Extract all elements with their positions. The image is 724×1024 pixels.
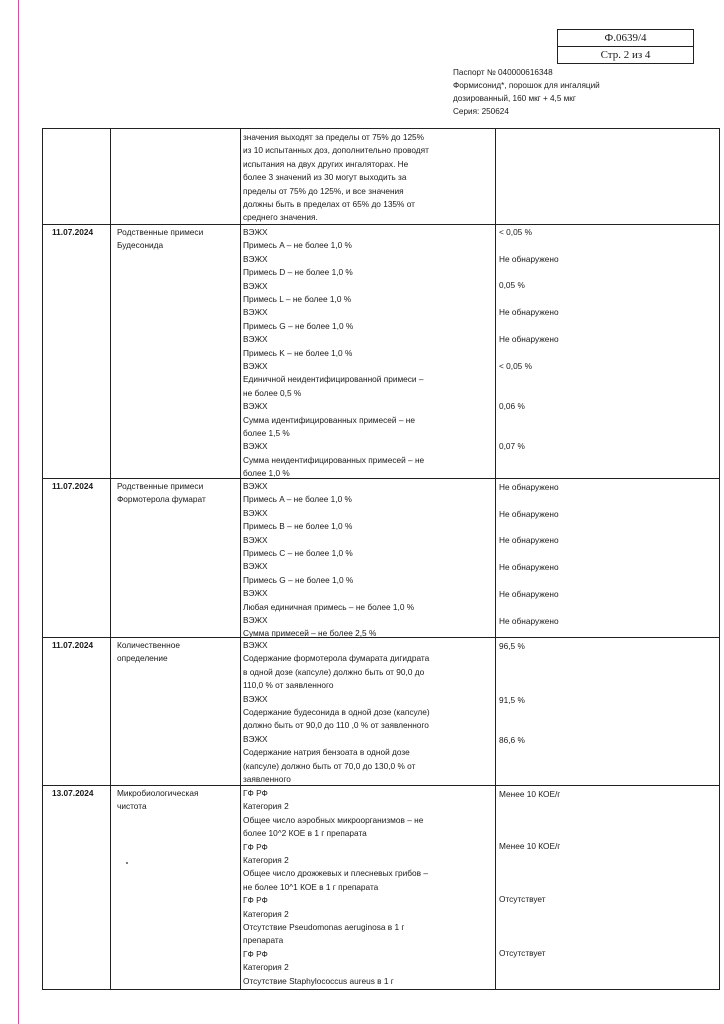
passport-header: [453, 66, 600, 118]
method-line: ВЭЖХ: [243, 693, 268, 704]
column-divider: [495, 129, 496, 989]
result-value: Не обнаружено: [499, 254, 559, 264]
method-line: ВЭЖХ: [243, 481, 268, 491]
method-line: ВЭЖХ: [243, 441, 268, 452]
method-line: ВЭЖХ: [243, 280, 268, 291]
result-value: Не обнаружено: [499, 535, 559, 545]
result-value: Не обнаружено: [499, 589, 559, 599]
method-line: Примесь K – не более 1,0 %: [243, 347, 353, 358]
result-value: 86,6 %: [499, 735, 525, 745]
row-divider: [43, 224, 719, 225]
result-value: 0,07 %: [499, 441, 525, 451]
form-code: Ф.0639/4: [604, 32, 647, 44]
result-value: Отсутствует: [499, 894, 546, 904]
product-dosage: дозированный, 160 мкг + 4,5 мкг: [453, 94, 576, 103]
result-value: 0,05 %: [499, 280, 525, 290]
method-line: ГФ РФ: [243, 788, 268, 798]
test-name: Формотерола фумарат: [117, 494, 206, 505]
test-name: чистота: [117, 801, 147, 812]
method-line: Примесь G – не более 1,0 %: [243, 574, 354, 585]
method-line: Примесь L – не более 1,0 %: [243, 294, 352, 304]
method-line: ВЭЖХ: [243, 615, 268, 625]
method-line: Содержание натрия бензоата в одной дозе: [243, 747, 410, 758]
method-line: ВЭЖХ: [243, 361, 268, 371]
method-line: Общее число аэробных микроорганизмов – не: [243, 814, 424, 825]
page-number: Стр. 2 из 4: [558, 46, 693, 63]
row-date: 11.07.2024: [52, 640, 94, 650]
method-line: должны быть в пределах от 65% до 135% от: [243, 199, 415, 209]
form-code-box: [557, 29, 694, 64]
row-date: 13.07.2024: [52, 788, 94, 798]
result-value: < 0,05 %: [499, 227, 532, 237]
method-line: ВЭЖХ: [243, 401, 268, 412]
method-line: пределы от 75% до 125%, и все значения: [243, 185, 404, 196]
method-line: Примесь A – не более 1,0 %: [243, 494, 352, 505]
result-value: Не обнаружено: [499, 616, 559, 626]
method-line: Категория 2: [243, 962, 289, 973]
test-name: Количественное: [117, 640, 180, 650]
method-line: не более 10^1 КОЕ в 1 г препарата: [243, 881, 379, 892]
method-line: Отсутствие Pseudomonas aeruginosa в 1 г: [243, 922, 405, 932]
method-line: Примесь D – не более 1,0 %: [243, 267, 353, 278]
method-line: не более 0,5 %: [243, 387, 302, 398]
method-line: ВЭЖХ: [243, 640, 268, 650]
method-line: ГФ РФ: [243, 895, 268, 906]
result-value: 0,06 %: [499, 401, 525, 411]
result-value: Менее 10 КОЕ/г: [499, 841, 561, 851]
row-divider: [43, 785, 719, 786]
row-divider: [43, 478, 719, 479]
method-line: 110,0 % от заявленного: [243, 680, 334, 691]
column-divider: [110, 129, 111, 989]
method-line: Примесь B – не более 1,0 %: [243, 521, 353, 532]
method-line: более 1,5 %: [243, 428, 290, 438]
method-line: препарата: [243, 935, 284, 946]
test-name: определение: [117, 653, 168, 664]
method-line: ГФ РФ: [243, 841, 268, 852]
result-value: Не обнаружено: [499, 562, 559, 572]
method-line: ВЭЖХ: [243, 227, 268, 237]
method-line: ВЭЖХ: [243, 733, 268, 744]
method-line: Примесь A – не более 1,0 %: [243, 240, 352, 251]
margin-line: [18, 0, 19, 1024]
method-line: должно быть от 90,0 до 110 ,0 % от заявленного: [243, 720, 429, 731]
test-name: Микробиологическая: [117, 788, 199, 798]
column-divider: [240, 129, 241, 989]
method-line: ВЭЖХ: [243, 534, 268, 545]
result-value: Не обнаружено: [499, 482, 559, 492]
row-divider: [43, 637, 719, 638]
row-date: 11.07.2024: [52, 227, 94, 237]
row-date: 11.07.2024: [52, 481, 94, 491]
method-line: ВЭЖХ: [243, 588, 268, 599]
method-line: Единичной неидентифицированной примеси –: [243, 374, 424, 385]
result-value: Менее 10 КОЕ/г: [499, 789, 561, 799]
test-results-table: [42, 128, 720, 990]
result-value: Не обнаружено: [499, 509, 559, 519]
series: Серия: 250624: [453, 107, 509, 116]
method-line: Сумма примесей – не более 2,5 %: [243, 628, 377, 639]
scan-speck: [126, 862, 128, 864]
method-line: Сумма идентифицированных примесей – не: [243, 414, 415, 425]
method-line: значения выходят за пределы от 75% до 125%: [243, 132, 425, 142]
test-name: Родственные примеси: [117, 227, 204, 237]
method-line: ГФ РФ: [243, 948, 268, 959]
method-line: Общее число дрожжевых и плесневых грибов –: [243, 868, 428, 879]
result-value: Не обнаружено: [499, 307, 559, 317]
method-line: Категория 2: [243, 908, 289, 919]
test-name: Родственные примеси: [117, 481, 204, 491]
result-value: < 0,05 %: [499, 361, 532, 371]
method-line: более 1,0 %: [243, 468, 290, 479]
method-line: Сумма неидентифицированных примесей – не: [243, 454, 425, 465]
method-line: (капсуле) должно быть от 70,0 до 130,0 % от: [243, 760, 416, 771]
method-line: более 10^2 КОЕ в 1 г препарата: [243, 828, 367, 839]
passport-number: Паспорт № 040000616348: [453, 68, 553, 77]
method-line: из 10 испытанных доз, дополнительно проводят: [243, 145, 429, 156]
method-line: заявленного: [243, 774, 291, 784]
product-name: Формисонид*, порошок для ингаляций: [453, 81, 600, 90]
method-line: Примесь G – не более 1,0 %: [243, 320, 354, 331]
test-name: Будесонида: [117, 240, 164, 251]
method-line: более 3 значений из 30 могут выходить за: [243, 172, 407, 183]
method-line: Категория 2: [243, 855, 289, 865]
method-line: среднего значения.: [243, 212, 318, 223]
result-value: 91,5 %: [499, 695, 525, 705]
method-line: Содержание будесонида в одной дозе (капсуле): [243, 707, 430, 717]
method-line: ВЭЖХ: [243, 253, 268, 264]
method-line: в одной дозе (капсуле) должно быть от 90,0 до: [243, 666, 425, 677]
method-line: Содержание формотерола фумарата дигидрата: [243, 653, 430, 664]
method-line: ВЭЖХ: [243, 307, 268, 318]
method-line: испытания на двух других ингаляторах. Не: [243, 158, 409, 169]
method-line: Примесь C – не более 1,0 %: [243, 548, 353, 558]
method-line: Любая единичная примесь – не более 1,0 %: [243, 601, 415, 612]
result-value: Отсутствует: [499, 948, 546, 958]
method-line: Отсутствие Staphylococcus aureus в 1 г: [243, 975, 394, 986]
result-value: Не обнаружено: [499, 334, 559, 344]
method-line: ВЭЖХ: [243, 561, 268, 572]
result-value: 96,5 %: [499, 641, 525, 651]
method-line: ВЭЖХ: [243, 334, 268, 345]
method-line: ВЭЖХ: [243, 507, 268, 518]
method-line: Категория 2: [243, 801, 289, 812]
